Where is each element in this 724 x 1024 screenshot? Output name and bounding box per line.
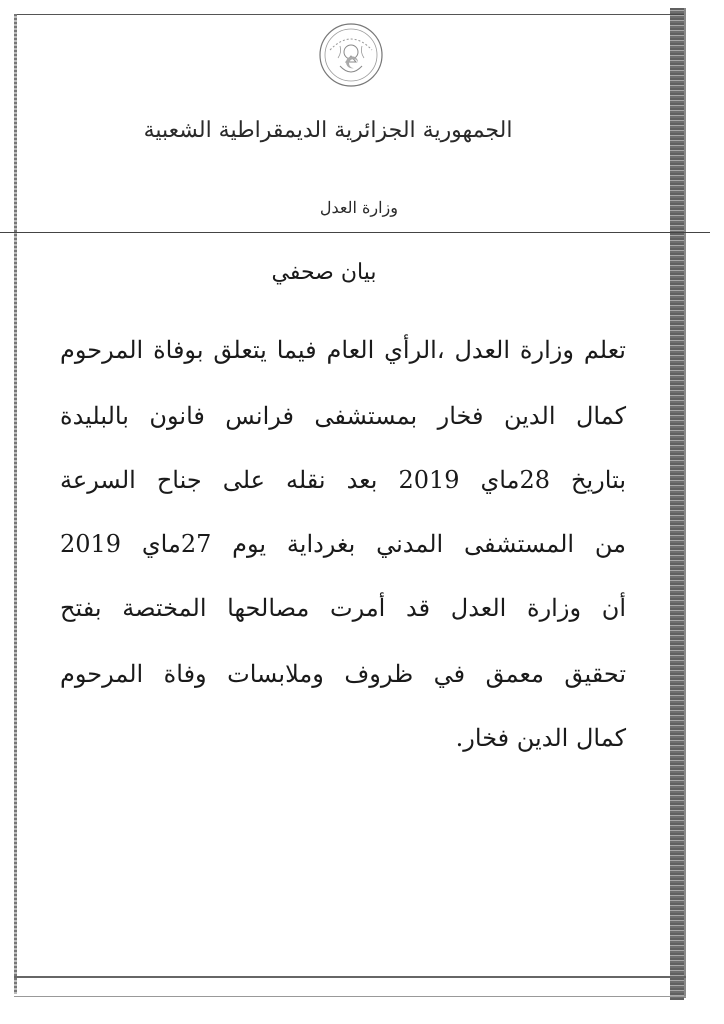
frame-bottom-border [14,976,686,978]
republic-title: الجمهورية الجزائرية الديمقراطية الشعبية [143,118,513,143]
statement-line: تحقيق معمق في ظروف وملابسات وفاة المرحوم [60,660,626,688]
frame-right-border [670,8,684,1000]
statement-line: تعلم وزارة العدل ،الرأي العام فيما يتعلق بوفاة المرحوم [60,336,626,364]
statement-line: كمال الدين فخار بمستشفى فرانس فانون بالبليدة [60,402,626,430]
frame-left-border [14,14,17,994]
header-divider [0,232,710,233]
statement-line: كمال الدين فخار. [455,724,626,752]
statement-line: بتاريخ 28ماي 2019 بعد نقله على جناح السرعة [60,466,627,494]
statement-title: بيان صحفي [271,260,377,285]
national-seal-icon [318,22,384,88]
statement-line: من المستشفى المدني بغرداية يوم 27ماي 2019 [60,530,626,558]
frame-bottom-outer-border [14,996,686,997]
ministry-name: وزارة العدل [319,198,398,217]
frame-right-inner-border [684,8,686,998]
frame-top-border [14,14,686,15]
statement-line: أن وزارة العدل قد أمرت مصالحها المختصة بفتح [60,594,626,622]
